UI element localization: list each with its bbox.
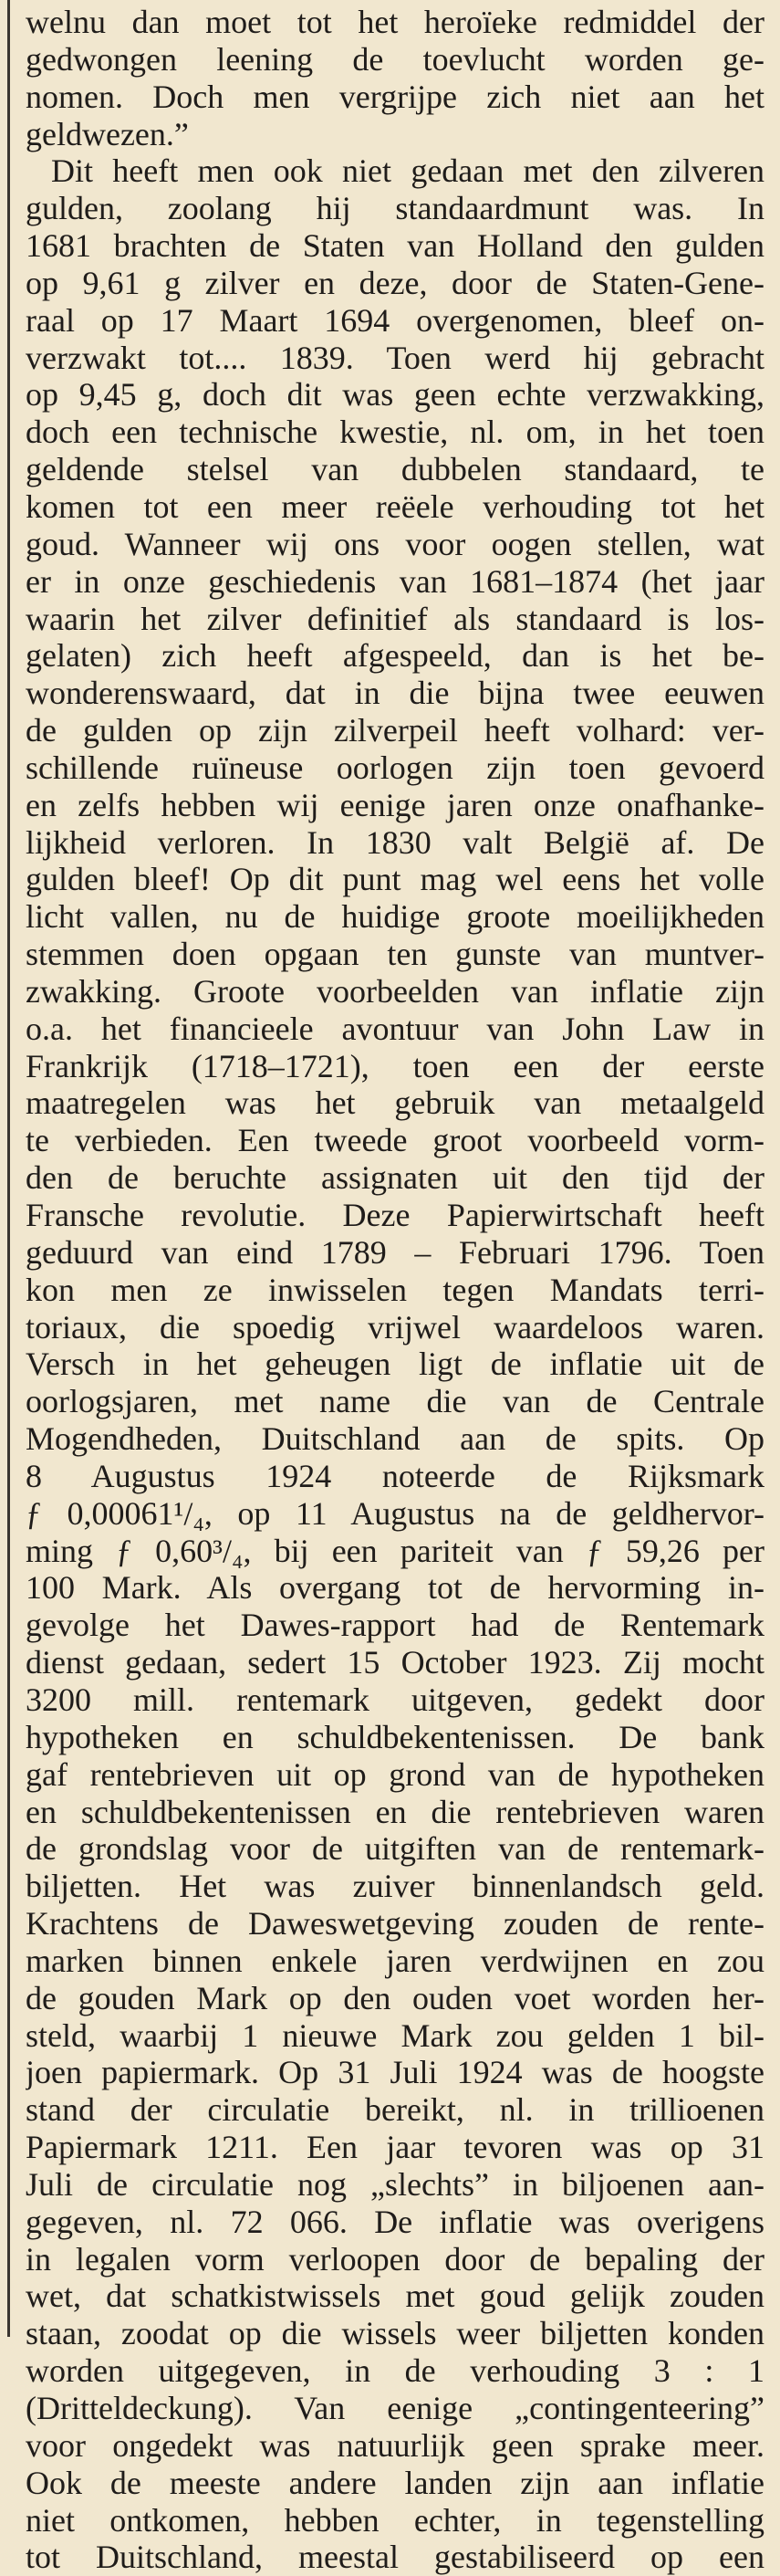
text-line: joen papiermark. Op 31 Juli 1924 was de hoogste: [26, 2054, 764, 2091]
text-line: raal op 17 Maart 1694 overgenomen, bleef on-: [26, 301, 764, 339]
text-line: dienst gedaan, sedert 15 October 1923. Zij mocht: [26, 1644, 764, 1681]
text-line: den de beruchte assignaten uit den tijd der: [26, 1159, 764, 1197]
text-line: verzwakt tot.... 1839. Toen werd hij gebracht: [26, 339, 764, 376]
text-line: (Dritteldeckung). Van eenige „contingenteering”: [26, 2390, 764, 2426]
text-line: Dit heeft men ook niet gedaan met den zilveren: [51, 152, 764, 190]
text-line: de gouden Mark op den ouden voet worden her-: [26, 1979, 764, 2016]
text-line: toriaux, die spoedig vrijwel waardeloos waren.: [26, 1308, 764, 1346]
text-line: Versch in het geheugen ligt de inflatie uit de: [26, 1346, 764, 1383]
text-line: 100 Mark. Als overgang tot de hervorming in-: [26, 1569, 764, 1607]
text-line: en zelfs hebben wij eenige jaren onze onafhanke-: [26, 786, 764, 823]
text-line: lijkheid verloren. In 1830 valt België af. De: [26, 823, 764, 861]
text-line: stand der circulatie bereikt, nl. in trillioenen: [26, 2091, 764, 2129]
text-line: steld, waarbij 1 nieuwe Mark zou gelden 1 bil-: [26, 2016, 764, 2054]
text-line: op 9,45 g, doch dit was geen echte verzwakking,: [26, 376, 764, 414]
text-line: zwakking. Groote voorbeelden van inflatie zijn: [26, 972, 764, 1010]
text-line: Papiermark 1211. Een jaar tevoren was op 31: [26, 2129, 764, 2166]
text-line: 8 Augustus 1924 noteerde de Rijksmark: [26, 1457, 764, 1494]
text-line: wonderenswaard, dat in die bijna twee eeuwen: [26, 675, 764, 712]
text-line: niet ontkomen, hebben echter, in tegenstelling: [26, 2501, 764, 2539]
text-line: 1681 brachten de Staten van Holland den gulden: [26, 227, 764, 265]
text-line: licht vallen, nu de huidige groote moeilijkheden: [26, 898, 764, 936]
text-line: goud. Wanneer wij ons voor oogen stellen, wat: [26, 525, 764, 562]
text-line: worden uitgegeven, in de verhouding 3 : 1: [26, 2352, 764, 2390]
text-line: kon men ze inwisselen tegen Mandats terri-: [26, 1271, 764, 1308]
text-column: [26, 4, 764, 2576]
margin-rule: [7, 0, 10, 2337]
text-line: Krachtens de Daweswetgeving zouden de rente-: [26, 1905, 764, 1942]
text-line: gulden, zoolang hij standaardmunt was. In: [26, 190, 764, 227]
text-line: Frankrijk (1718–1721), toen een der eerste: [26, 1047, 764, 1084]
text-line: nomen. Doch men vergrijpe zich niet aan het: [26, 78, 764, 115]
text-line: welnu dan moet tot het heroïeke redmiddel der: [26, 4, 764, 40]
text-line: stemmen doen opgaan ten gunste van muntver-: [26, 936, 764, 973]
text-line: voor ongedekt was natuurlijk geen sprake meer.: [26, 2426, 764, 2464]
text-line: Ook de meeste andere landen zijn aan inflatie: [26, 2464, 764, 2501]
text-line: en schuldbekentenissen en die rentebrieven waren: [26, 1793, 764, 1830]
text-line: doch een technische kwestie, nl. om, in het toen: [26, 414, 764, 451]
text-line: er in onze geschiedenis van 1681–1874 (het jaar: [26, 562, 764, 600]
text-line: hypotheken en schuldbekentenissen. De bank: [26, 1718, 764, 1755]
text-line: gelaten) zich heeft afgespeeld, dan is het be-: [26, 637, 764, 675]
text-line: te verbieden. Een tweede groot voorbeeld vorm-: [26, 1122, 764, 1159]
text-line: op 9,61 g zilver en deze, door de Staten-Gene-: [26, 264, 764, 301]
text-line: gulden bleef! Op dit punt mag wel eens het volle: [26, 861, 764, 898]
text-line: tot Duitschland, meestal gestabiliseerd op een: [26, 2539, 764, 2576]
text-line: biljetten. Het was zuiver binnenlandsch geld.: [26, 1868, 764, 1905]
text-line: de grondslag voor de uitgiften van de rentemark-: [26, 1830, 764, 1868]
text-line: geldwezen.”: [26, 115, 189, 152]
text-line: oorlogsjaren, met name die van de Centrale: [26, 1383, 764, 1420]
text-line: Mogendheden, Duitschland aan de spits. Op: [26, 1420, 764, 1458]
text-line: wet, dat schatkistwissels met goud gelijk zouden: [26, 2278, 764, 2315]
text-line: Fransche revolutie. Deze Papierwirtschaft heeft: [26, 1197, 764, 1233]
text-line: gedwongen leening de toevlucht worden ge-: [26, 40, 764, 78]
text-line: schillende ruïneuse oorlogen zijn toen gevoerd: [26, 749, 764, 786]
text-line: de gulden op zijn zilverpeil heeft volhard: ver-: [26, 712, 764, 749]
text-line: ming ƒ 0,60³/₄, bij een pariteit van ƒ 59,26 per: [26, 1532, 764, 1569]
text-line: Juli de circulatie nog „slechts” in biljoenen aan-: [26, 2165, 764, 2203]
text-line: maatregelen was het gebruik van metaalgeld: [26, 1084, 764, 1122]
text-line: staan, zoodat op die wissels weer biljetten konden: [26, 2315, 764, 2352]
text-line: geldende stelsel van dubbelen standaard, te: [26, 451, 764, 488]
text-line: ƒ 0,00061¹/₄, op 11 Augustus na de geldhervor-: [26, 1494, 764, 1532]
text-line: waarin het zilver definitief als standaard is los-: [26, 600, 764, 637]
text-line: 3200 mill. rentemark uitgeven, gedekt door: [26, 1681, 764, 1718]
text-line: o.a. het financieele avontuur van John Law in: [26, 1010, 764, 1047]
text-line: marken binnen enkele jaren verdwijnen en zou: [26, 1942, 764, 1979]
text-line: gevolge het Dawes-rapport had de Rentemark: [26, 1607, 764, 1644]
text-line: gegeven, nl. 72 066. De inflatie was overigens: [26, 2203, 764, 2240]
text-line: komen tot een meer reëele verhouding tot het: [26, 487, 764, 525]
text-line: geduurd van eind 1789 – Februari 1796. Toen: [26, 1233, 764, 1271]
text-line: gaf rentebrieven uit op grond van de hypotheken: [26, 1755, 764, 1793]
text-line: in legalen vorm verloopen door de bepaling der: [26, 2240, 764, 2278]
